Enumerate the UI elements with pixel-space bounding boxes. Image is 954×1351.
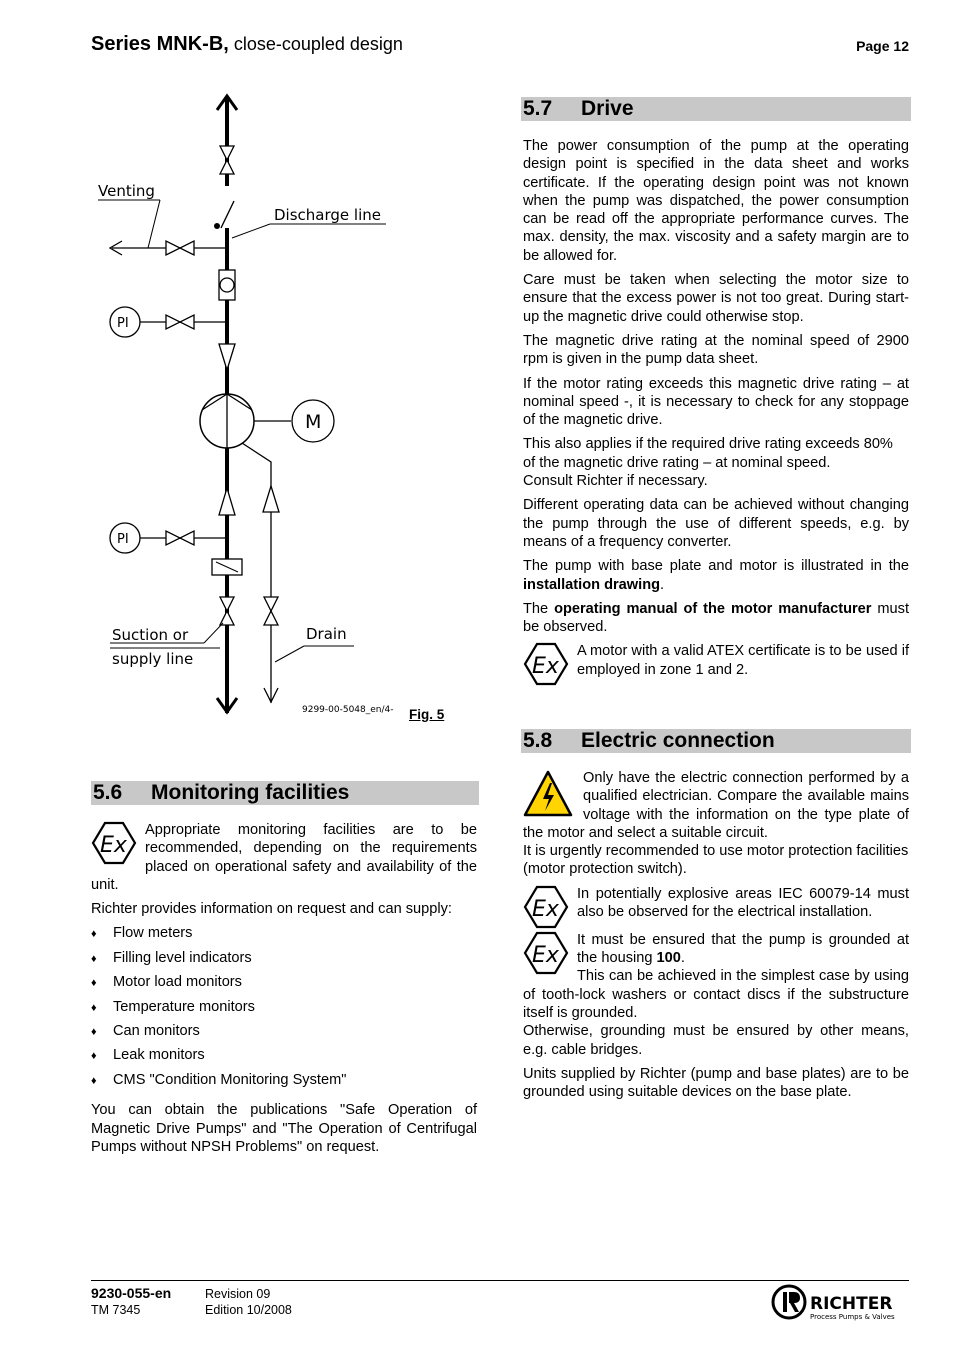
monitoring-intro: Appropriate monitoring facilities are to be recommended, depending on the requirements placed on operational safety and availability of the unit. [91, 822, 477, 893]
paragraph: The operating manual of the motor manufacturer must be observed. [523, 600, 910, 636]
list-item: ♦ Flow meters [91, 924, 477, 948]
section-number: 5.8 [523, 729, 553, 752]
drain-label: Drain [306, 625, 347, 643]
section-title: Electric connection [581, 729, 775, 752]
list-item: ♦ Motor load monitors [91, 973, 477, 997]
venting-label: Venting [98, 182, 155, 200]
motor-label: M [305, 411, 322, 433]
section-heading-5-7 [521, 97, 911, 121]
paragraph: Care must be taken when selecting the motor size to ensure that the excess power is not too great. During start-up the magnetic drive could otherwise stop. [523, 272, 909, 325]
series-name: Series MNK-B, [91, 33, 229, 55]
electrical-hazard-icon [523, 769, 573, 819]
page-number: Page 12 [856, 38, 909, 54]
richter-supply-text: Richter provides information on request and can supply: [91, 901, 452, 918]
tm-number: TM 7345 [91, 1303, 141, 1317]
list-item: ♦ Filling level indicators [91, 949, 477, 973]
richter-logo [770, 1283, 910, 1323]
diamond-bullet-icon: ♦ [91, 1074, 97, 1087]
drawing-code: 9299-00-5048_en/4- [302, 705, 394, 715]
section-title: Monitoring facilities [151, 781, 350, 804]
discharge-line-label: Discharge line [274, 206, 381, 224]
paragraph: Ex A motor with a valid ATEX certificate is to be used if employed in zone 1 and 2. [523, 642, 909, 679]
publications-text: You can obtain the publications "Safe Operation of Magnetic Drive Pumps" and "The Operation of Centrifugal Pumps without NPSH Problems" on request. [91, 1102, 477, 1155]
section-number: 5.6 [93, 781, 123, 804]
pi-upper-label: PI [117, 316, 129, 331]
list-item: ♦ Can monitors [91, 1022, 477, 1046]
ex-atex-icon [91, 821, 137, 865]
paragraph: The magnetic drive rating at the nominal speed of 2900 rpm is given in the pump data sheet. [523, 332, 909, 368]
section-title: Drive [581, 97, 634, 120]
suction-label-line1: Suction or [112, 626, 189, 644]
section-heading-5-8 [521, 729, 911, 753]
suction-label-line2: supply line [112, 650, 194, 668]
paragraph: Ex It must be ensured that the pump is grounded at the housing 100. This can be achieved in the simplest case by using of tooth-lock washers or contact discs if the substructure itself is grounded. [523, 931, 909, 1021]
paragraph: If the motor rating exceeds this magnetic drive rating – at nominal speed -, it is necessary to check for any stoppage of the magnetic drive. [523, 375, 909, 429]
section-heading-5-6 [91, 781, 479, 805]
design-subtitle: close-coupled design [228, 34, 403, 54]
pi-lower-label: PI [117, 532, 129, 547]
list-item: ♦ Leak monitors [91, 1046, 477, 1070]
footer-divider [91, 1280, 909, 1281]
paragraph: Ex In potentially explosive areas IEC 60079-14 must also be observed for the electrical installation. [523, 885, 909, 922]
logo-wordmark: RICHTER [810, 1294, 893, 1314]
diamond-bullet-icon: ♦ [91, 952, 97, 965]
ex-atex-icon [523, 931, 569, 975]
section-number: 5.7 [523, 97, 553, 120]
ex-atex-icon [523, 642, 569, 686]
list-item: ♦ Temperature monitors [91, 998, 477, 1022]
document-number: 9230-055-en [91, 1285, 172, 1301]
paragraph: Different operating data can be achieved without changing the pump through the use of different speeds, e.g. by means of a frequency converter. [523, 497, 909, 550]
section-5-7-body [523, 137, 909, 688]
paragraph: The pump with base plate and motor is illustrated in the installation drawing. [523, 558, 909, 593]
diamond-bullet-icon: ♦ [91, 1050, 97, 1063]
paragraph: Otherwise, grounding must be ensured by other means, e.g. cable bridges. [523, 1023, 909, 1058]
diamond-bullet-icon: ♦ [91, 1001, 97, 1014]
monitoring-list [91, 924, 477, 1095]
document-title [91, 33, 403, 56]
paragraph: The power consumption of the pump at the operating design point is specified in the data sheet and works certificate. If the operating design point was not known when the pump was dispatched, the power consumption can be read off the appropriate performance curves. The max. density, the max. viscosity and a safety margin are to be allowed for. [523, 138, 909, 264]
paragraph: Only have the electric connection performed by a qualified electrician. Compare the available mains voltage with the information on the type plate of the motor and select a suitable circuit. [523, 770, 909, 841]
diamond-bullet-icon: ♦ [91, 977, 97, 990]
list-item: ♦ CMS "Condition Monitoring System" [91, 1071, 477, 1095]
section-5-8-body [523, 769, 909, 1107]
logo-tagline: Process Pumps & Valves [810, 1313, 895, 1321]
diamond-bullet-icon: ♦ [91, 1026, 97, 1039]
svg-text:Ex: Ex [532, 896, 559, 922]
section-5-6-body [91, 821, 477, 1162]
diamond-bullet-icon: ♦ [91, 928, 97, 941]
edition: Edition 10/2008 [205, 1303, 292, 1317]
pump-installation-diagram [90, 88, 480, 718]
svg-text:Ex: Ex [532, 942, 559, 968]
paragraph: This also applies if the required drive rating exceeds 80% of the magnetic drive rating – at nominal speed. Consult Richter if necessary. [523, 436, 893, 490]
figure-label: Fig. 5 [409, 707, 445, 722]
svg-text:Ex: Ex [100, 833, 127, 858]
revision: Revision 09 [205, 1287, 271, 1301]
paragraph: It is urgently recommended to use motor protection facilities (motor protection switch). [523, 843, 909, 878]
ex-atex-icon [523, 885, 569, 929]
svg-text:Ex: Ex [532, 654, 559, 680]
paragraph: Units supplied by Richter (pump and base plates) are to be grounded using suitable devices on the base plate. [523, 1065, 909, 1101]
